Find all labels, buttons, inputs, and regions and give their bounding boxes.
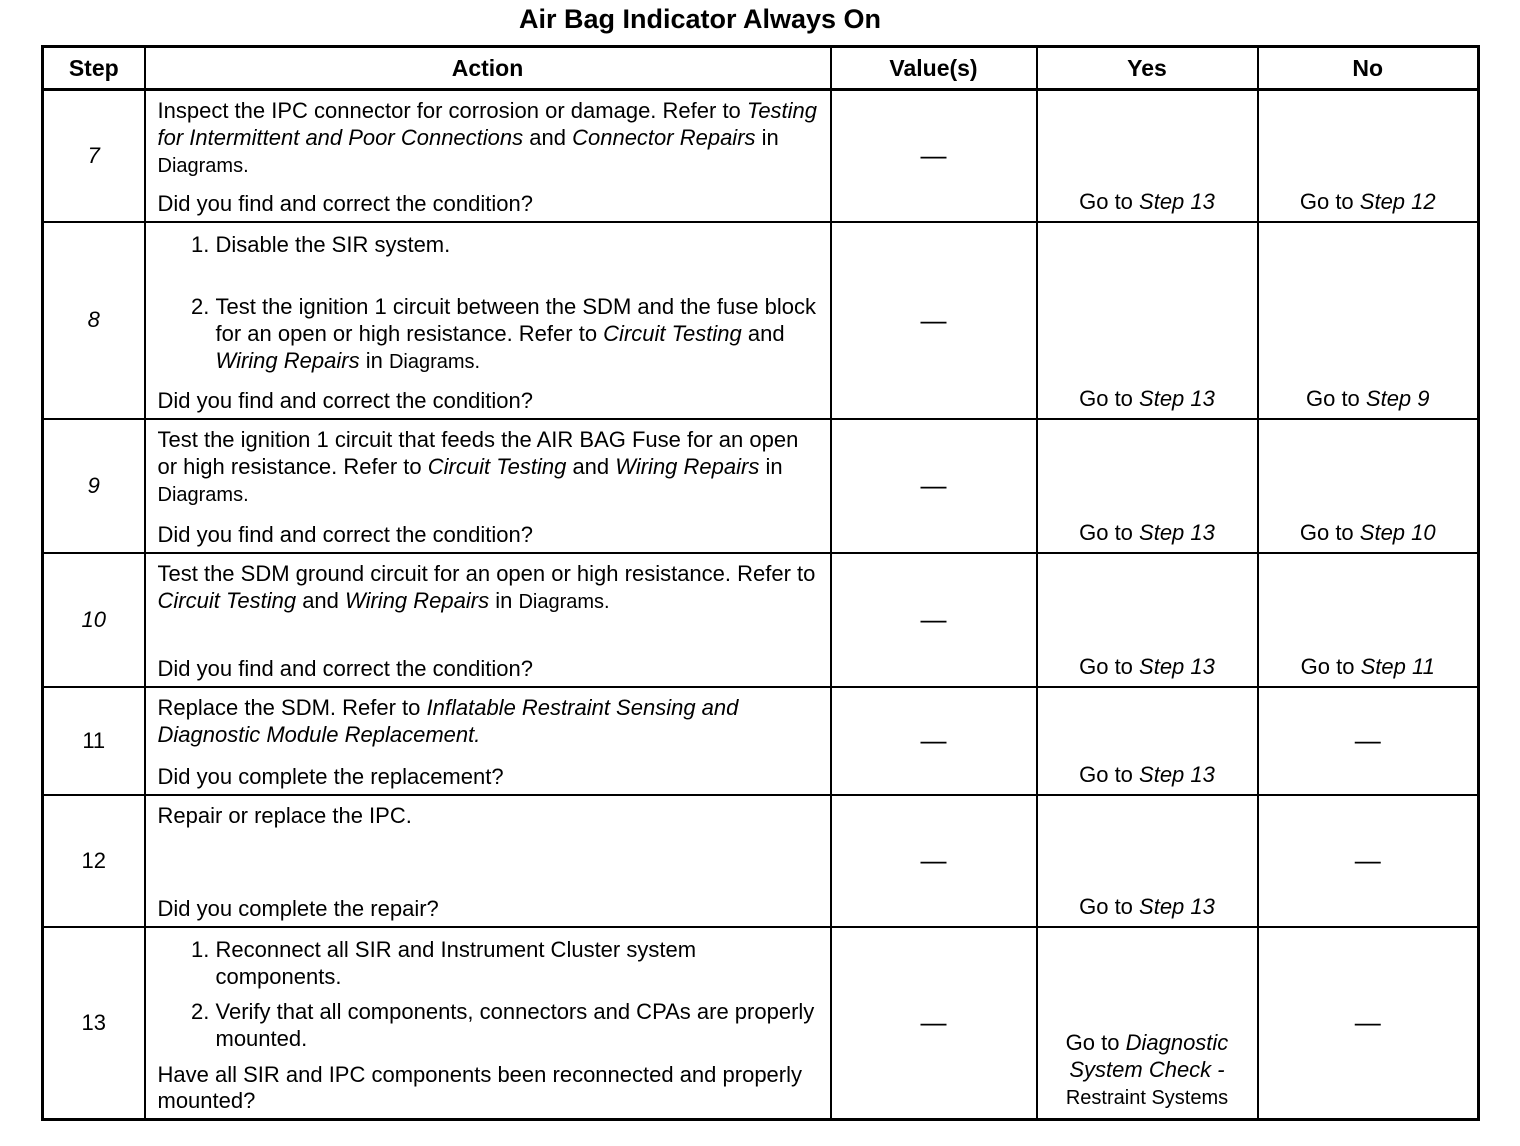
question-text: Did you complete the repair? xyxy=(157,895,439,921)
yes-link: Go to Step 13 xyxy=(1079,761,1215,787)
no-value: — xyxy=(1258,687,1479,795)
yes-link: Go to Step 13 xyxy=(1079,519,1215,545)
question-text: Did you complete the replacement? xyxy=(157,763,504,789)
step-number: 12 xyxy=(43,795,145,927)
step-number: 9 xyxy=(43,419,145,553)
no-value: — xyxy=(1258,795,1479,927)
yes-link: Go to Step 13 xyxy=(1079,893,1215,919)
action-text xyxy=(158,231,820,376)
step-number: 7 xyxy=(43,90,145,222)
question-text: Did you find and correct the condition? xyxy=(157,521,533,547)
no-link: Go to Step 10 xyxy=(1299,519,1436,545)
list-item: 2. Verify that all components, connectors and CPAs are properly mounted. xyxy=(216,998,820,1052)
question-text: Have all SIR and IPC components been reconnected and properly mounted? xyxy=(157,1062,802,1113)
step-number: 10 xyxy=(43,553,145,687)
table-row xyxy=(43,419,1479,553)
diagnostic-table xyxy=(41,45,1480,1121)
table-row xyxy=(43,927,1479,1120)
question-text: Did you find and correct the condition? xyxy=(157,387,533,413)
value-cell: — xyxy=(831,687,1037,795)
header-values: Value(s) xyxy=(831,47,1037,90)
header-yes: Yes xyxy=(1037,47,1258,90)
step-number: 11 xyxy=(43,687,145,795)
table-row xyxy=(43,553,1479,687)
step-number: 13 xyxy=(43,927,145,1120)
value-cell: — xyxy=(831,90,1037,222)
action-text: Test the ignition 1 circuit that feeds the AIR BAG Fuse for an open or high resistance. Refer to Circuit Testing and Wiring Repairs in Diagrams. xyxy=(157,426,799,506)
no-link: Go to Step 9 xyxy=(1305,385,1430,411)
list-item: 1. Reconnect all SIR and Instrument Cluster system components. xyxy=(216,936,820,990)
action-text: Inspect the IPC connector for corrosion or damage. Refer to Testing for Intermittent and Poor Connections and Connector Repairs in Diagrams. xyxy=(157,98,818,177)
action-text: Test the SDM ground circuit for an open or high resistance. Refer to Circuit Testing and Wiring Repairs in Diagrams. xyxy=(157,560,816,613)
no-value: — xyxy=(1258,927,1479,1120)
header-no: No xyxy=(1258,47,1479,90)
header-step: Step xyxy=(43,47,145,90)
value-cell: — xyxy=(831,553,1037,687)
table-row xyxy=(43,222,1479,419)
value-cell: — xyxy=(831,222,1037,419)
action-text xyxy=(158,936,820,1052)
value-cell: — xyxy=(831,927,1037,1120)
question-text: Did you find and correct the condition? xyxy=(157,655,533,681)
action-text: Replace the SDM. Refer to Inflatable Restraint Sensing and Diagnostic Module Replacement. xyxy=(157,694,739,747)
list-item: 1. Disable the SIR system. xyxy=(216,231,820,258)
no-link: Go to Step 12 xyxy=(1299,188,1436,214)
value-cell: — xyxy=(831,795,1037,927)
header-action: Action xyxy=(145,47,831,90)
question-text: Did you find and correct the condition? xyxy=(157,190,533,216)
yes-link: Go to Step 13 xyxy=(1079,188,1215,214)
list-item: 2. Test the ignition 1 circuit between the SDM and the fuse block for an open or high resistance. Refer to Circuit Testing and Wiring Repairs in Diagrams. xyxy=(216,293,820,376)
step-number: 8 xyxy=(43,222,145,419)
action-text: Repair or replace the IPC. xyxy=(157,802,412,828)
table-row xyxy=(43,90,1479,222)
page-title: Air Bag Indicator Always On xyxy=(518,4,882,34)
yes-link: Go to Step 13 xyxy=(1079,385,1215,411)
no-link: Go to Step 11 xyxy=(1300,653,1435,679)
table-row xyxy=(43,795,1479,927)
table-row xyxy=(43,687,1479,795)
yes-link: Go to Step 13 xyxy=(1079,653,1215,679)
header-row xyxy=(43,47,1479,90)
value-cell: — xyxy=(831,419,1037,553)
yes-link: Go to Diagnostic System Check - Restraint Systems xyxy=(1065,1030,1229,1109)
